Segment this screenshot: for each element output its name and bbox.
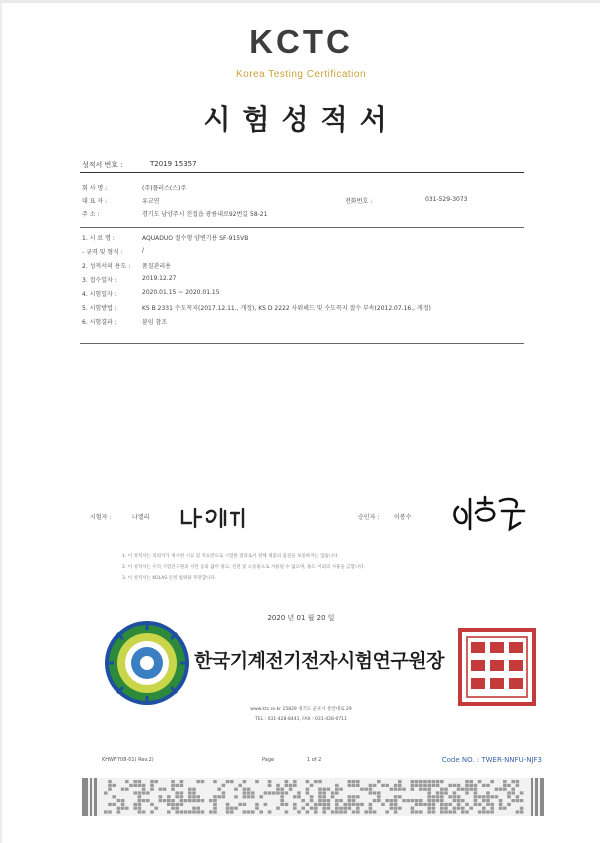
organization-name: 한국기계전기전자시험연구원장 — [194, 650, 444, 672]
field-label: - 규격 및 형식 : — [82, 249, 123, 256]
field-value: 경기도 남양주시 진접읍 광릉내로92번길 58-21 — [142, 211, 268, 218]
applicant-block — [80, 181, 524, 228]
address-line: www.ktc.re.kr 15829 경기도 군포시 흥안대로 29 — [250, 707, 352, 712]
approver-name: 이봉수 — [394, 514, 412, 521]
certificate-number-row — [80, 158, 524, 173]
test-info-row — [80, 245, 524, 257]
field-label: 1. 시 료 명 : — [82, 235, 115, 242]
test-info-row — [80, 315, 524, 327]
test-info-block — [80, 229, 524, 344]
approver-label: 승인자 : — [358, 514, 380, 521]
field-value: / — [142, 247, 145, 254]
approver-signature — [450, 493, 530, 535]
certificate-number-label: 성적서 번호 : — [82, 161, 123, 169]
note-item: 3. 이 성적서는 KOLAS 인정 범위와 무관합니다. — [122, 576, 217, 581]
page-footer — [102, 757, 542, 767]
issue-date: 2020 년 01 월 20 일 — [267, 614, 335, 622]
document-title: 시험성적서 — [203, 103, 399, 136]
field-label: 2. 성적서의 용도 : — [82, 263, 131, 270]
tester-label: 시험자 : — [90, 514, 112, 521]
applicant-row — [80, 207, 524, 219]
page-value: 1 of 2 — [307, 757, 322, 763]
field-value: KS B 2331 수도꼭지(2017.12.11., 개정), KS D 2222 사워헤드 및 수도꼭지 절수 부속(2012.07.16., 개정) — [142, 305, 431, 312]
ktc-logo — [2, 23, 600, 61]
field-value: 2019.12.27 — [142, 275, 177, 282]
verification-code: Code NO. : TWER-NNFU-NJF3 — [441, 756, 542, 764]
test-info-row — [80, 259, 524, 271]
field-label: 6. 시험결과 : — [82, 319, 117, 326]
logo-subtitle: Korea Testing Certification — [235, 69, 367, 80]
field-value: 031-529-3073 — [425, 196, 468, 203]
certificate-notes — [122, 551, 502, 584]
note-item: 2. 이 성적서는 우리 시험연구원의 서면 동의 없이 광고, 선전 및 소송용으로 사용될 수 없으며, 용도 이외의 사용을 금합니다. — [122, 565, 365, 570]
field-value: AQUADUO 절수형 양변기용 SF-915VB — [142, 235, 249, 242]
field-label: 5. 시험방법 : — [82, 305, 117, 312]
form-number: KHWF708-01( Rev.2) — [102, 757, 154, 763]
field-label: 전화번호 : — [345, 198, 373, 205]
certificate-number-value: T2019 15357 — [150, 160, 197, 168]
field-value: 붙임 참조 — [142, 319, 168, 326]
test-info-row — [80, 231, 524, 243]
applicant-row — [80, 194, 524, 206]
field-label: 회 사 명 : — [82, 185, 108, 192]
contact-line: TEL : 031-428-8441, FAX : 031-428-0711 — [255, 717, 347, 722]
page-label: Page — [262, 757, 275, 763]
pdf417-barcode — [82, 778, 544, 816]
tester-name: 나엘리 — [132, 514, 150, 521]
field-label: 주 소 : — [82, 211, 100, 218]
test-info-row — [80, 287, 524, 299]
test-info-row — [80, 273, 524, 285]
field-value: 품질관리용 — [142, 263, 171, 270]
logo-text: KCTC — [249, 23, 353, 60]
field-value: 2020.01.15 ~ 2020.01.15 — [142, 289, 220, 296]
tester-signature — [177, 503, 257, 533]
field-label: 4. 시험일자 : — [82, 291, 117, 298]
official-red-seal — [458, 628, 536, 706]
note-item: 1. 이 성적서는 의뢰자가 제시한 시료 및 자료만으로 시험한 결과로서 전체 제품의 품질을 보증하지는 않습니다. — [122, 554, 340, 559]
kolas-emblem-seal — [102, 618, 192, 708]
test-info-row — [80, 301, 524, 313]
field-label: 3. 접수일자 : — [82, 277, 117, 284]
field-value: (주)플러스(스)주 — [142, 185, 187, 192]
field-value: 유교연 — [142, 198, 160, 205]
field-label: 대 표 자 : — [82, 198, 108, 205]
applicant-row — [80, 181, 524, 193]
